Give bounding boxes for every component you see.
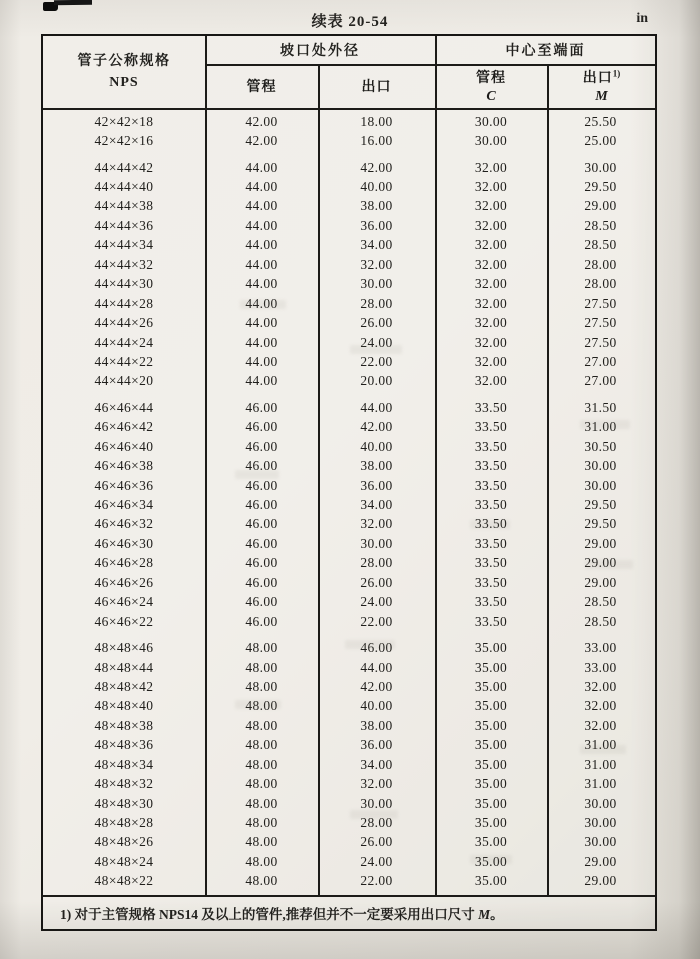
table-cell: 30.50: [584, 438, 617, 454]
table-row-group: [43, 112, 654, 151]
table-cell: 46.00: [245, 399, 278, 415]
table-cell: 44×44×42: [94, 159, 154, 175]
table-cell: 44.00: [245, 295, 278, 311]
table-cell: 35.00: [474, 873, 508, 889]
table-body: [43, 110, 654, 895]
table-cell: 32.00: [474, 159, 508, 175]
table-cell: 46×46×24: [94, 594, 154, 610]
table-row: [43, 352, 654, 371]
table-cell: 35.00: [474, 795, 508, 811]
header-center-to-end-group: 中心至端面: [505, 44, 586, 59]
table-cell: 44×44×20: [94, 373, 154, 389]
table-cell: 48×48×24: [94, 853, 154, 869]
table-cell: 46×46×44: [94, 399, 154, 415]
table-cell: 31.50: [584, 399, 617, 415]
table-cell: 30.00: [474, 113, 508, 129]
table-cell: 24.00: [360, 853, 393, 869]
table-cell: 48×48×40: [94, 698, 154, 714]
table-cell: 32.00: [584, 717, 617, 733]
table-cell: 27.00: [584, 353, 617, 369]
table-row: [43, 294, 654, 313]
table-cell: 46×46×28: [94, 555, 154, 571]
header-nps-latin: NPS: [109, 74, 139, 90]
table-cell: 33.50: [474, 477, 508, 493]
table-row: [43, 697, 654, 716]
table-cell: 26.00: [360, 315, 393, 331]
table-cell: 35.00: [474, 678, 508, 694]
table-cell: 44.00: [245, 334, 278, 350]
table-row: [43, 372, 654, 391]
header-center-outlet: [547, 64, 656, 108]
table-row: [43, 833, 654, 852]
table-cell: 48×48×26: [94, 834, 154, 850]
table-cell: 48.00: [245, 659, 278, 675]
table-cell: 28.50: [584, 217, 617, 233]
table-cell: 44.00: [360, 399, 393, 415]
table-cell: 48×48×36: [94, 737, 154, 753]
table-cell: 27.50: [584, 295, 617, 311]
table-cell: 44×44×40: [94, 179, 154, 195]
header-center-run: 管程 C: [476, 71, 506, 104]
table-cell: 48×48×38: [94, 717, 154, 733]
table-cell: 40.00: [360, 179, 393, 195]
table-cell: 48.00: [245, 698, 278, 714]
table-row: [43, 216, 654, 235]
table-cell: 32.00: [360, 776, 393, 792]
table-cell: 42.00: [245, 133, 278, 149]
table-row: [43, 515, 654, 534]
header-bevel-run: 管程: [246, 80, 277, 95]
table-cell: 46×46×30: [94, 535, 154, 551]
table-cell: 28.00: [360, 555, 393, 571]
table-cell: 28.50: [584, 594, 617, 610]
footnote-marker: 1): [612, 68, 621, 79]
pipe-spec-table: [41, 34, 657, 931]
table-cell: 44×44×38: [94, 198, 154, 214]
table-cell: 32.00: [474, 315, 508, 331]
table-cell: 29.00: [584, 555, 617, 571]
table-cell: 33.50: [474, 516, 508, 532]
table-cell: 38.00: [360, 198, 393, 214]
table-cell: 48.00: [245, 678, 278, 694]
table-cell: 35.00: [474, 776, 508, 792]
table-row: [43, 275, 654, 294]
table-row: [43, 495, 654, 514]
table-cell: 44×44×24: [94, 334, 154, 350]
table-cell: 27.00: [584, 373, 617, 389]
table-cell: 44.00: [245, 179, 278, 195]
table-cell: 46.00: [245, 477, 278, 493]
table-cell: 48.00: [245, 834, 278, 850]
table-cell: 46.00: [245, 574, 278, 590]
header-nps: [43, 36, 205, 108]
table-cell: 32.00: [474, 256, 508, 272]
table-cell: 27.50: [584, 334, 617, 350]
table-cell: 31.00: [584, 776, 617, 792]
table-cell: 48×48×22: [94, 873, 154, 889]
table-cell: 33.50: [474, 419, 508, 435]
table-footnote: [43, 897, 654, 928]
table-cell: 46×46×40: [94, 438, 154, 454]
table-cell: 44×44×28: [94, 295, 154, 311]
table-cell: 36.00: [360, 217, 393, 233]
table-cell: 34.00: [360, 497, 393, 513]
table-row: [43, 437, 654, 456]
table-cell: 44×44×32: [94, 256, 154, 272]
table-cell: 48.00: [245, 717, 278, 733]
table-row: [43, 612, 654, 631]
table-cell: 30.00: [360, 535, 393, 551]
table-cell: 28.00: [584, 276, 617, 292]
header-center-outlet-label: 出口$^{1)}$: [582, 68, 621, 87]
table-cell: 30.00: [584, 477, 617, 493]
table-row: [43, 677, 654, 696]
table-cell: 33.50: [474, 594, 508, 610]
table-cell: 29.50: [584, 179, 617, 195]
table-cell: 28.00: [360, 815, 393, 831]
table-row: [43, 573, 654, 592]
table-cell: 31.00: [584, 419, 617, 435]
table-cell: 44×44×22: [94, 353, 154, 369]
table-cell: 35.00: [474, 737, 508, 753]
table-row: [43, 418, 654, 437]
bleed-through-artifact: [350, 345, 402, 354]
table-cell: 30.00: [584, 795, 617, 811]
table-cell: 33.00: [584, 640, 617, 656]
table-cell: 48×48×46: [94, 640, 154, 656]
table-row: [43, 554, 654, 573]
table-cell: 29.00: [584, 198, 617, 214]
table-cell: 35.00: [474, 640, 508, 656]
table-cell: 22.00: [360, 873, 393, 889]
header-bevel-outlet: 出口: [361, 80, 392, 95]
table-row: [43, 476, 654, 495]
table-cell: 32.00: [474, 353, 508, 369]
table-cell: 18.00: [360, 113, 393, 129]
table-cell: 48×48×32: [94, 776, 154, 792]
table-cell: 33.50: [474, 497, 508, 513]
table-row: [43, 131, 654, 150]
table-row: [43, 658, 654, 677]
bleed-through-artifact: [585, 560, 633, 569]
table-row: [43, 534, 654, 553]
table-cell: 46.00: [245, 594, 278, 610]
table-cell: 48.00: [245, 815, 278, 831]
table-cell: 33.50: [474, 535, 508, 551]
table-cell: 38.00: [360, 458, 393, 474]
table-cell: 32.00: [474, 276, 508, 292]
table-cell: 32.00: [474, 295, 508, 311]
table-cell: 36.00: [360, 737, 393, 753]
table-cell: 35.00: [474, 815, 508, 831]
table-cell: 48.00: [245, 873, 278, 889]
table-cell: 46.00: [245, 516, 278, 532]
footnote-text: 1) 对于主管规格 NPS14 及以上的管件,推荐但并不一定要采用出口尺寸 M。: [60, 906, 504, 922]
header-bevel-od-group: 坡口处外径: [280, 44, 360, 59]
table-cell: 44.00: [245, 198, 278, 214]
table-cell: 44.00: [245, 315, 278, 331]
table-cell: 31.00: [584, 756, 617, 772]
table-cell: 46.00: [245, 555, 278, 571]
table-cell: 29.00: [584, 873, 617, 889]
table-cell: 46.00: [360, 640, 393, 656]
table-cell: 28.00: [584, 256, 617, 272]
table-row: [43, 813, 654, 832]
table-cell: 46.00: [245, 438, 278, 454]
table-cell: 32.00: [474, 217, 508, 233]
table-row-group: [43, 638, 654, 891]
table-cell: 30.00: [360, 276, 393, 292]
table-cell: 32.00: [584, 698, 617, 714]
table-row: [43, 755, 654, 774]
bleed-through-artifact: [240, 300, 286, 309]
table-cell: 36.00: [360, 477, 393, 493]
table-row: [43, 794, 654, 813]
table-cell: 48×48×28: [94, 815, 154, 831]
table-cell: 27.50: [584, 315, 617, 331]
title-row: [0, 10, 700, 28]
table-cell: 26.00: [360, 574, 393, 590]
table-cell: 30.00: [584, 815, 617, 831]
table-cell: 46×46×26: [94, 574, 154, 590]
table-cell: 30.00: [584, 458, 617, 474]
table-row: [43, 774, 654, 793]
table-cell: 32.00: [474, 179, 508, 195]
table-cell: 40.00: [360, 698, 393, 714]
table-row: [43, 398, 654, 417]
table-cell: 29.50: [584, 497, 617, 513]
table-cell: 29.00: [584, 574, 617, 590]
table-cell: 32.00: [474, 237, 508, 253]
table-cell: 46.00: [245, 458, 278, 474]
table-cell: 32.00: [474, 198, 508, 214]
table-cell: 28.00: [360, 295, 393, 311]
bleed-through-artifact: [235, 470, 279, 479]
table-cell: 25.50: [584, 113, 617, 129]
table-cell: 44.00: [245, 159, 278, 175]
table-cell: 42.00: [360, 678, 393, 694]
table-cell: 20.00: [360, 373, 393, 389]
table-cell: 48.00: [245, 756, 278, 772]
bleed-through-artifact: [470, 855, 512, 864]
table-cell: 32.00: [360, 516, 393, 532]
table-cell: 44.00: [245, 237, 278, 253]
table-cell: 26.00: [360, 834, 393, 850]
header-nps-cn: 管子公称规格: [77, 54, 171, 69]
table-cell: 44×44×36: [94, 217, 154, 233]
table-row-group: [43, 158, 654, 391]
symbol-m: M: [595, 88, 608, 104]
table-row: [43, 313, 654, 332]
symbol-c: C: [486, 88, 496, 104]
table-cell: 33.50: [474, 438, 508, 454]
table-row: [43, 852, 654, 871]
bleed-through-artifact: [580, 420, 630, 429]
table-cell: 30.00: [360, 795, 393, 811]
table-row: [43, 177, 654, 196]
table-row-group: [43, 398, 654, 631]
page-title: 续表 20-54: [311, 14, 389, 30]
table-cell: 48×48×30: [94, 795, 154, 811]
table-row: [43, 158, 654, 177]
table-cell: 29.00: [584, 535, 617, 551]
table-cell: 35.00: [474, 756, 508, 772]
table-cell: 48.00: [245, 640, 278, 656]
table-cell: 30.00: [474, 133, 508, 149]
table-cell: 35.00: [474, 853, 508, 869]
table-cell: 32.00: [474, 334, 508, 350]
table-cell: 46.00: [245, 497, 278, 513]
table-cell: 46×46×36: [94, 477, 154, 493]
table-cell: 46×46×42: [94, 419, 154, 435]
table-cell: 44.00: [360, 659, 393, 675]
table-cell: 46×46×34: [94, 497, 154, 513]
table-cell: 33.50: [474, 613, 508, 629]
table-cell: 48.00: [245, 795, 278, 811]
table-cell: 46×46×38: [94, 458, 154, 474]
table-cell: 35.00: [474, 659, 508, 675]
table-cell: 24.00: [360, 334, 393, 350]
table-cell: 46.00: [245, 613, 278, 629]
bleed-through-artifact: [580, 745, 626, 754]
table-cell: 28.50: [584, 237, 617, 253]
table-row: [43, 197, 654, 216]
table-cell: 34.00: [360, 756, 393, 772]
unit-label: in: [636, 11, 648, 26]
table-cell: 48×48×42: [94, 678, 154, 694]
table-cell: 32.00: [584, 678, 617, 694]
table-cell: 16.00: [360, 133, 393, 149]
table-cell: 24.00: [360, 594, 393, 610]
table-cell: 44.00: [245, 373, 278, 389]
table-row: [43, 255, 654, 274]
table-cell: 33.50: [474, 458, 508, 474]
table-cell: 42.00: [360, 159, 393, 175]
table-cell: 35.00: [474, 717, 508, 733]
table-cell: 46.00: [245, 535, 278, 551]
table-cell: 46×46×22: [94, 613, 154, 629]
table-row: [43, 456, 654, 475]
table-cell: 22.00: [360, 613, 393, 629]
table-cell: 42.00: [360, 419, 393, 435]
table-cell: 29.00: [584, 853, 617, 869]
table-cell: 35.00: [474, 698, 508, 714]
table-cell: 22.00: [360, 353, 393, 369]
table-cell: 44.00: [245, 256, 278, 272]
table-cell: 48.00: [245, 776, 278, 792]
table-row: [43, 736, 654, 755]
table-cell: 33.50: [474, 399, 508, 415]
table-row: [43, 112, 654, 131]
bleed-through-artifact: [470, 520, 510, 529]
table-cell: 35.00: [474, 834, 508, 850]
table-cell: 25.00: [584, 133, 617, 149]
table-cell: 42×42×18: [94, 113, 154, 129]
table-cell: 33.50: [474, 555, 508, 571]
bleed-through-artifact: [235, 700, 281, 709]
table-cell: 46.00: [245, 419, 278, 435]
bleed-through-artifact: [345, 640, 395, 649]
table-cell: 32.00: [474, 373, 508, 389]
table-cell: 30.00: [584, 159, 617, 175]
table-cell: 44.00: [245, 217, 278, 233]
table-cell: 30.00: [584, 834, 617, 850]
table-cell: 48.00: [245, 853, 278, 869]
table-cell: 44×44×26: [94, 315, 154, 331]
table-row: [43, 716, 654, 735]
table-cell: 40.00: [360, 438, 393, 454]
table-row: [43, 236, 654, 255]
table-cell: 33.00: [584, 659, 617, 675]
table-cell: 31.00: [584, 737, 617, 753]
table-row: [43, 593, 654, 612]
table-cell: 42.00: [245, 113, 278, 129]
table-cell: 44×44×30: [94, 276, 154, 292]
table-row: [43, 333, 654, 352]
table-cell: 29.50: [584, 516, 617, 532]
table-cell: 48.00: [245, 737, 278, 753]
bleed-through-artifact: [350, 810, 398, 819]
table-cell: 44.00: [245, 353, 278, 369]
table-cell: 44×44×34: [94, 237, 154, 253]
table-cell: 48×48×44: [94, 659, 154, 675]
table-cell: 42×42×16: [94, 133, 154, 149]
table-cell: 33.50: [474, 574, 508, 590]
table-cell: 46×46×32: [94, 516, 154, 532]
table-cell: 44.00: [245, 276, 278, 292]
table-cell: 28.50: [584, 613, 617, 629]
table-cell: 48×48×34: [94, 756, 154, 772]
table-cell: 38.00: [360, 717, 393, 733]
table-cell: 34.00: [360, 237, 393, 253]
table-cell: 32.00: [360, 256, 393, 272]
scan-artifact-bar: [54, 0, 92, 5]
table-row: [43, 872, 654, 891]
